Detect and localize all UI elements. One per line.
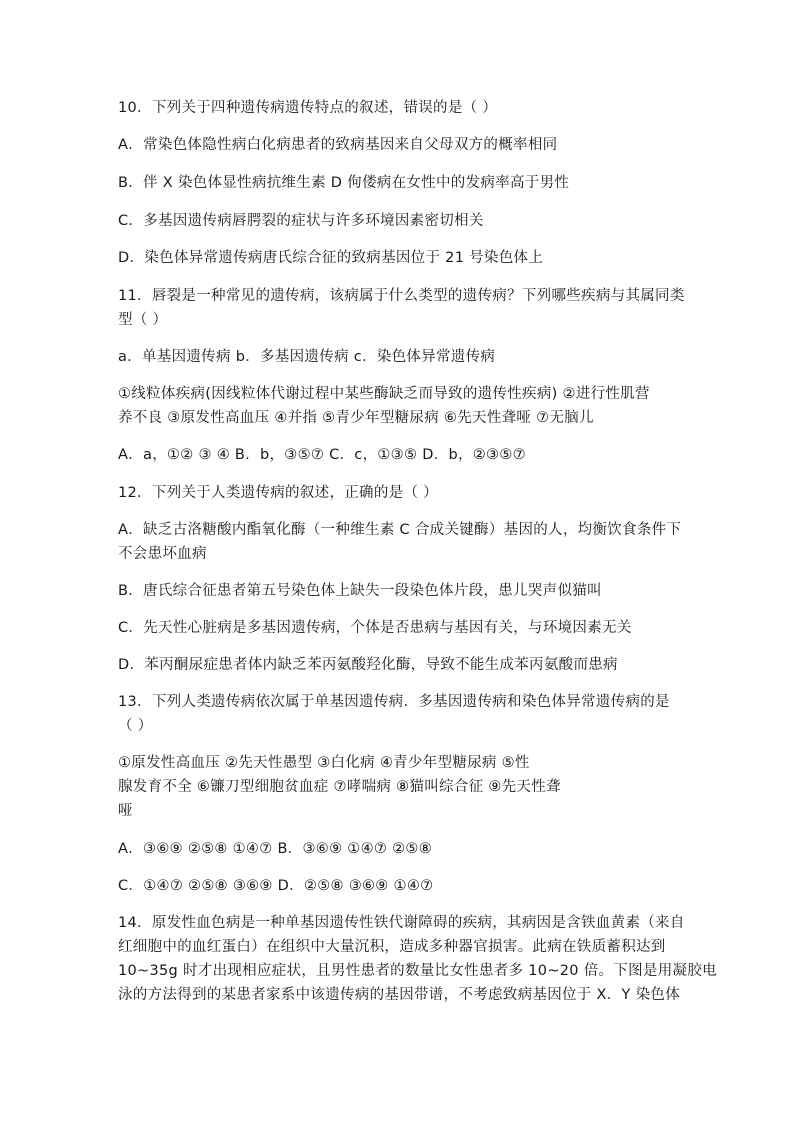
q14-line2: 红细胞中的血红蛋白）在组织中大量沉积，造成多种器官损害。此病在铁质蓄积达到 [118, 939, 666, 955]
q12-option-d: D．苯丙酮尿症患者体内缺乏苯丙氨酸羟化酶，导致不能生成苯丙氨酸而患病 [118, 657, 618, 673]
q12-option-b: B．唐氏综合征患者第五号染色体上缺失一段染色体片段，患儿哭声似猫叫 [118, 583, 602, 599]
q10-option-a: A．常染色体隐性病白化病患者的致病基因来自父母双方的概率相同 [118, 137, 558, 153]
q11-list-line2: 养不良 ③原发性高血压 ④并指 ⑤青少年型糖尿病 ⑥先天性聋哑 ⑦无脑儿 [118, 410, 594, 426]
q12-stem: 12．下列关于人类遗传病的叙述，正确的是（ ） [118, 485, 438, 501]
q11-stem-line1: 11．唇裂是一种常见的遗传病，该病属于什么类型的遗传病？下列哪些疾病与其属同类 [118, 288, 685, 304]
q12-option-a-line1: A．缺乏古洛糖酸内酯氧化酶（一种维生素 C 合成关键酶）基因的人，均衡饮食条件下 [118, 522, 682, 538]
q13-options-ab: A．③⑥⑨ ②⑤⑧ ①④⑦ B．③⑥⑨ ①④⑦ ②⑤⑧ [118, 841, 432, 857]
q10-option-d: D．染色体异常遗传病唐氏综合征的致病基因位于 21 号染色体上 [118, 250, 544, 266]
q10-option-b: B．伴 X 染色体显性病抗维生素 D 佝偻病在女性中的发病率高于男性 [118, 175, 570, 191]
q10-stem: 10．下列关于四种遗传病遗传特点的叙述，错误的是（ ） [118, 100, 498, 116]
q12-option-a-line2: 不会患坏血病 [118, 546, 207, 562]
q13-stem-line1: 13．下列人类遗传病依次属于单基因遗传病．多基因遗传病和染色体异常遗传病的是 [118, 694, 670, 710]
q11-stem-line2: 型（ ） [118, 312, 168, 328]
q13-list-line1: ①原发性高血压 ②先天性愚型 ③白化病 ④青少年型糖尿病 ⑤性 [118, 755, 530, 771]
q13-list-line3: 哑 [118, 803, 133, 819]
q13-list-line2: 腺发育不全 ⑥镰刀型细胞贫血症 ⑦哮喘病 ⑧猫叫综合征 ⑨先天性聋 [118, 779, 561, 795]
q12-option-c: C．先天性心脏病是多基因遗传病，个体是否患病与基因有关，与环境因素无关 [118, 620, 632, 636]
q13-options-cd: C．①④⑦ ②⑤⑧ ③⑥⑨ D．②⑤⑧ ③⑥⑨ ①④⑦ [118, 878, 434, 894]
q11-list-line1: ①线粒体疾病(因线粒体代谢过程中某些酶缺乏而导致的遗传性疾病) ②进行性肌营 [118, 386, 650, 402]
q14-line4: 泳的方法得到的某患者家系中该遗传病的基因带谱，不考虑致病基因位于 X．Y 染色体 [118, 987, 681, 1003]
q13-stem-line2: （ ） [118, 718, 153, 734]
q11-options: A．a，①② ③ ④ B．b，③⑤⑦ C．c，①③⑤ D．b，②③⑤⑦ [118, 447, 526, 463]
q11-types: a．单基因遗传病 b．多基因遗传病 c．染色体异常遗传病 [118, 349, 496, 365]
q14-line3: 10~35g 时才出现相应症状，且男性患者的数量比女性患者多 10~20 倍。下图是用凝胶电 [118, 963, 717, 979]
q14-line1: 14．原发性血色病是一种单基因遗传性铁代谢障碍的疾病，其病因是含铁血黄素（来自 [118, 915, 685, 931]
q10-option-c: C．多基因遗传病唇腭裂的症状与许多环境因素密切相关 [118, 213, 484, 229]
